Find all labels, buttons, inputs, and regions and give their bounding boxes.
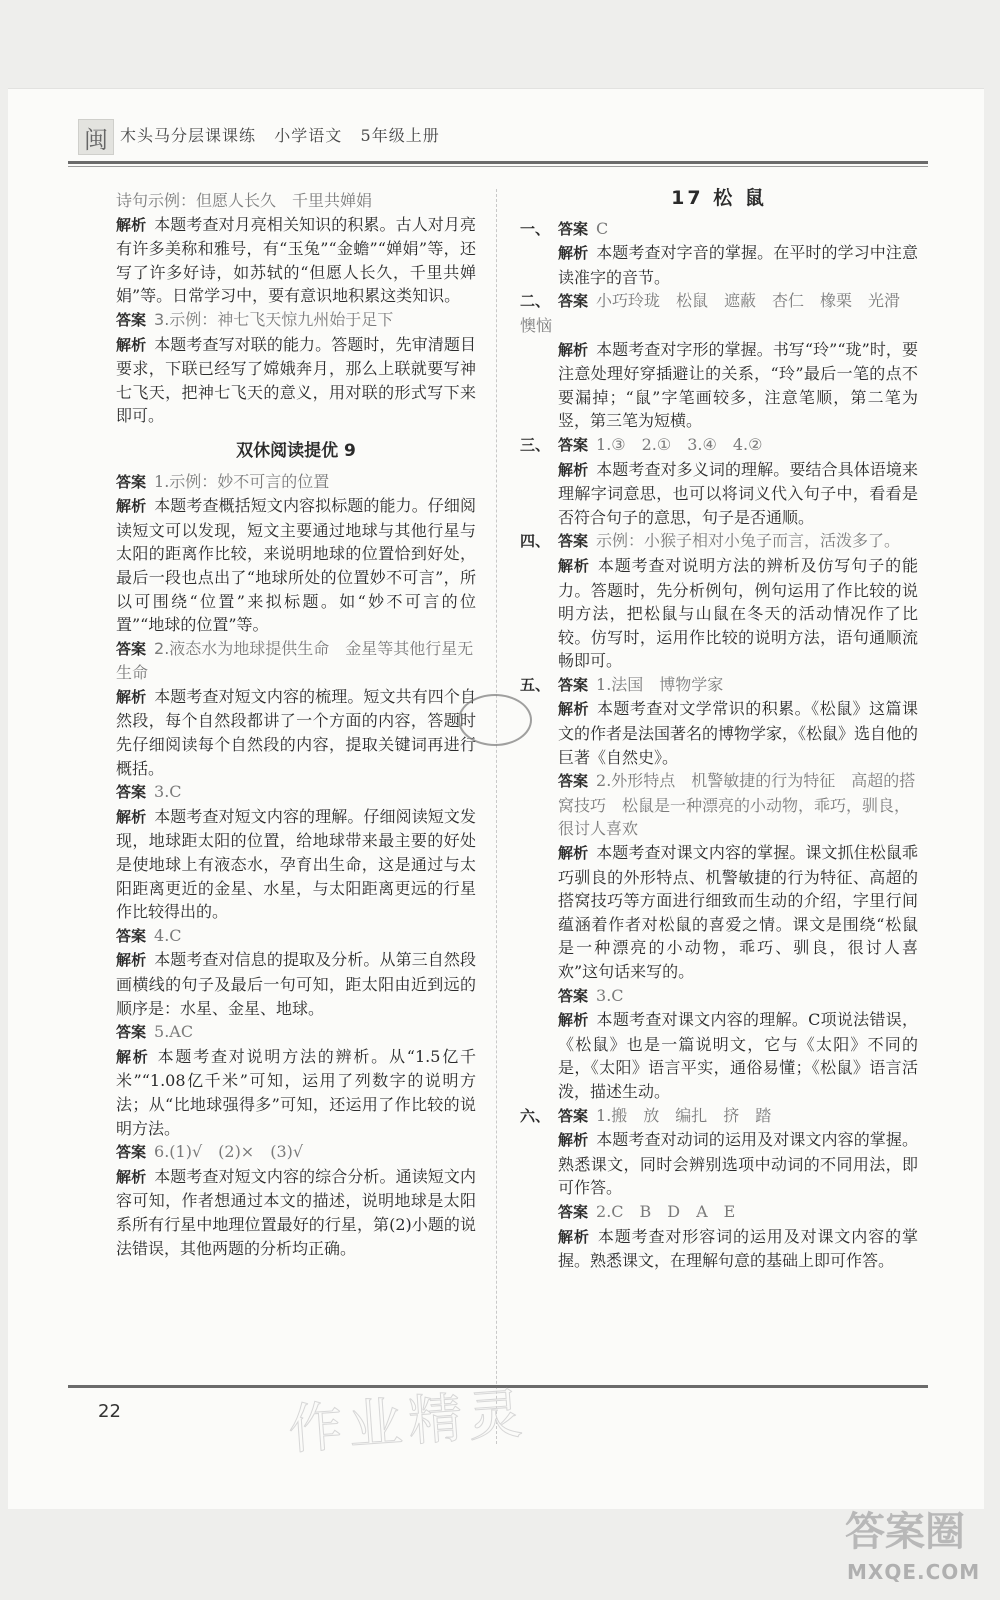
answer-line [520, 433, 918, 458]
analysis-paragraph [520, 1128, 918, 1200]
column-divider [496, 189, 497, 1444]
answer-label: 答案 [116, 472, 147, 491]
answer-line [116, 924, 476, 949]
answer-text: 6.(1)√ (2)× (3)√ [154, 1142, 304, 1162]
analysis-label: 解析 [116, 1167, 147, 1186]
watermark: 作业精灵 [286, 1381, 531, 1462]
answer-line [520, 1104, 918, 1129]
analysis-paragraph [520, 1008, 918, 1103]
answer-line [116, 780, 476, 805]
analysis-text: 本题考查对月亮相关知识的积累。古人对月亮有许多美称和雅号，有“玉兔”“金蟾”“婵娟”等，还写了许多好诗，如苏轼的“但愿人长久，千里共婵娟”等。日常学习中，要有意识地积累这类知识。 [116, 214, 476, 306]
analysis-paragraph [520, 338, 918, 433]
analysis-label: 解析 [116, 497, 147, 516]
analysis-paragraph [116, 1045, 476, 1140]
analysis-label: 解析 [558, 244, 589, 263]
answer-text: 5.AC [154, 1022, 194, 1042]
answer-label: 答案 [558, 675, 589, 694]
analysis-text: 本题考查写对联的能力。答题时，先审清题目要求，下联已经写了嫦娥奔月，那么上联就要写神七飞天，把神七飞天的意义，用对联的形式写下来即可。 [116, 334, 476, 426]
analysis-text: 本题考查对多义词的理解。要结合具体语境来理解字词意思，也可以将词义代入句子中，看看是否符合句子的意思，句子是否通顺。 [558, 459, 918, 527]
analysis-text: 本题考查对形容词的运用及对课文内容的掌握。熟悉课文，在理解句意的基础上即可作答。 [558, 1226, 918, 1271]
analysis-label: 解析 [558, 1011, 589, 1030]
answer-text: 1.③ 2.① 3.④ 4.② [596, 434, 763, 454]
answer-label: 答案 [116, 310, 147, 329]
analysis-label: 解析 [116, 215, 147, 234]
question-number: 二、 [520, 292, 551, 311]
page-sheet [8, 88, 984, 1509]
answer-line [520, 217, 918, 242]
poem-example: 诗句示例：但愿人长久 千里共婵娟 [116, 191, 373, 210]
analysis-label: 解析 [558, 340, 589, 359]
analysis-text: 本题考查对字形的掌握。书写“玲”“珑”时，要注意处理好穿插避让的关系，“玲”最后一笔的点不要漏掉；“鼠”字笔画较多，注意笔顺，第二笔为竖，第三笔为短横。 [558, 339, 918, 431]
answer-label: 答案 [116, 783, 147, 802]
answer-label: 答案 [558, 219, 589, 238]
analysis-paragraph [116, 948, 476, 1020]
answer-line [116, 1020, 476, 1045]
answer-line [520, 529, 918, 554]
analysis-text: 本题考查对短文内容的理解。仔细阅读短文发现，地球距太阳的位置，给地球带来最主要的好处是使地球上有液态水，孕育出生命，这是通过与太阳距离更近的金星、水星，与太阳距离更远的行星作比较得出的。 [116, 806, 476, 922]
answer-text: 3.C [596, 985, 624, 1005]
answer-text: 2.液态水为地球提供生命 金星等其他行星无生命 [116, 638, 474, 683]
answer-text: 3.示例：神七飞天惊九州始于足下 [154, 309, 394, 329]
answer-text: 2.外形特点 机警敏捷的行为特征 高超的搭窝技巧 松鼠是一种漂亮的小动物，乖巧，驯良，很讨人喜欢 [558, 771, 916, 839]
answer-line [116, 308, 476, 333]
answer-label: 答案 [116, 1143, 147, 1162]
answer-line [116, 637, 476, 685]
answer-text: 1.搬 放 编扎 挤 踏 [596, 1105, 772, 1125]
site-logo-text: 答案圈 [845, 1509, 965, 1555]
analysis-text: 本题考查对说明方法的辨析。从“1.5亿千米”“1.08亿千米”可知，运用了列数字的说明方法；从“比地球强得多”可知，还运用了作比较的说明方法。 [116, 1046, 476, 1138]
answer-label: 答案 [116, 926, 147, 945]
answer-label: 答案 [116, 639, 147, 658]
answer-line [520, 1200, 918, 1225]
answer-text: 示例：小猴子相对小兔子而言，活泼多了。 [596, 531, 901, 551]
answer-label: 答案 [558, 292, 589, 311]
answer-line [116, 1140, 476, 1165]
analysis-label: 解析 [558, 556, 590, 575]
answer-text: 1.法国 博物学家 [596, 674, 724, 694]
answer-text: C [596, 218, 609, 238]
analysis-label: 解析 [116, 807, 147, 826]
question-number: 一、 [520, 219, 551, 238]
analysis-label: 解析 [116, 687, 147, 706]
answer-label: 答案 [558, 986, 589, 1005]
analysis-text: 本题考查概括短文内容拟标题的能力。仔细阅读短文可以发现，短文主要通过地球与其他行星与太阳的距离作比较，来说明地球的位置恰到好处，最后一段也点出了“地球所处的位置妙不可言”，所以可围绕“位置”来拟标题。如“妙不可言的位置”“地球的位置”等。 [116, 496, 476, 635]
question-number: 四、 [520, 532, 551, 551]
answer-line [520, 984, 918, 1009]
header-title: 木头马分层课课练 小学语文 5年级上册 [120, 126, 440, 145]
analysis-label: 解析 [558, 460, 589, 479]
lesson-title: 17 松 鼠 [671, 187, 767, 209]
answer-label: 答案 [558, 772, 589, 791]
answer-text: 4.C [154, 925, 182, 945]
site-logo [845, 1500, 985, 1590]
stamp-mark [458, 694, 532, 746]
analysis-paragraph [116, 1165, 476, 1260]
header-rule-thin [68, 166, 928, 167]
answer-text: 小巧玲珑 松鼠 遮蔽 杏仁 橡栗 光滑 懊恼 [520, 291, 917, 335]
answer-text: 3.C [154, 782, 182, 802]
analysis-text: 本题考查对文学常识的积累。《松鼠》这篇课文的作者是法国著名的博物学家，《松鼠》选自他的巨著《自然史》。 [558, 699, 919, 767]
analysis-paragraph [520, 554, 918, 673]
question-number: 三、 [520, 435, 551, 454]
analysis-paragraph [520, 841, 918, 984]
answer-line [520, 769, 918, 841]
analysis-paragraph [520, 1225, 918, 1273]
right-column [520, 185, 918, 1273]
analysis-label: 解析 [558, 1227, 590, 1246]
analysis-paragraph [116, 494, 476, 637]
analysis-text: 本题考查对说明方法的辨析及仿写句子的能力。答题时，先分析例句，例句运用了作比较的说明方法，把松鼠与山鼠在冬天的活动情况作了比较。仿写时，运用作比较的说明方法，语句通顺流畅即可。 [558, 555, 918, 671]
analysis-paragraph [116, 805, 476, 924]
answer-label: 答案 [558, 1106, 589, 1125]
header-rule [68, 161, 928, 164]
analysis-text: 本题考查对课文内容的理解。C项说法错误，《松鼠》也是一篇说明文，它与《太阳》不同的是，《太阳》语言平实，通俗易懂；《松鼠》语言活泼，描述生动。 [558, 1010, 918, 1101]
answer-line [116, 470, 476, 495]
answer-line [520, 673, 918, 698]
analysis-label: 解析 [116, 335, 147, 354]
answer-label: 答案 [558, 435, 589, 454]
publisher-logo: 闽 [78, 119, 114, 155]
page-header [68, 115, 928, 159]
analysis-paragraph [520, 241, 918, 289]
site-url: MXQE.COM [847, 1560, 981, 1584]
analysis-paragraph [520, 697, 918, 769]
analysis-label: 解析 [558, 700, 589, 719]
analysis-label: 解析 [558, 844, 589, 863]
page-number: 22 [98, 1401, 121, 1422]
analysis-label: 解析 [116, 951, 147, 970]
analysis-paragraph [520, 458, 918, 530]
analysis-text: 本题考查对字音的掌握。在平时的学习中注意读准字的音节。 [558, 243, 918, 287]
analysis-paragraph [116, 213, 476, 308]
question-number: 五、 [520, 675, 551, 694]
answer-line [520, 289, 918, 337]
section-title: 双休阅读提优 9 [236, 440, 356, 461]
analysis-text: 本题考查对短文内容的综合分析。通读短文内容可知，作者想通过本文的描述，说明地球是太阳系所有行星中地理位置最好的行星，第(2)小题的说法错误，其他两题的分析均正确。 [116, 1166, 476, 1258]
analysis-text: 本题考查对课文内容的掌握。课文抓住松鼠乖巧驯良的外形特点、机警敏捷的行为特征、高超的搭窝技巧等方面进行细致而生动的介绍，字里行间蕴涵着作者对松鼠的喜爱之情。课文是围绕“松鼠是一种漂亮的小动物，乖巧、驯良，很讨人喜欢”这句话来写的。 [558, 843, 918, 981]
analysis-paragraph [116, 333, 476, 428]
answer-text: 1.示例：妙不可言的位置 [154, 471, 330, 491]
analysis-text: 本题考查对动词的运用及对课文内容的掌握。熟悉课文，同时会辨别选项中动词的不同用法，即可作答。 [558, 1130, 918, 1198]
analysis-label: 解析 [116, 1047, 150, 1066]
answer-label: 答案 [558, 532, 589, 551]
analysis-paragraph [116, 685, 476, 780]
analysis-text: 本题考查对短文内容的梳理。短文共有四个自然段，每个自然段都讲了一个方面的内容，答题时先仔细阅读每个自然段的内容，提取关键词再进行概括。 [116, 686, 476, 778]
question-number: 六、 [520, 1106, 551, 1125]
left-column [116, 189, 476, 1260]
analysis-text: 本题考查对信息的提取及分析。从第三自然段画横线的句子及最后一句可知，距太阳由近到远的顺序是：水星、金星、地球。 [116, 950, 476, 1018]
answer-label: 答案 [116, 1023, 147, 1042]
analysis-label: 解析 [558, 1131, 589, 1150]
answer-text: 2.C B D A E [596, 1201, 736, 1221]
answer-label: 答案 [558, 1202, 589, 1221]
